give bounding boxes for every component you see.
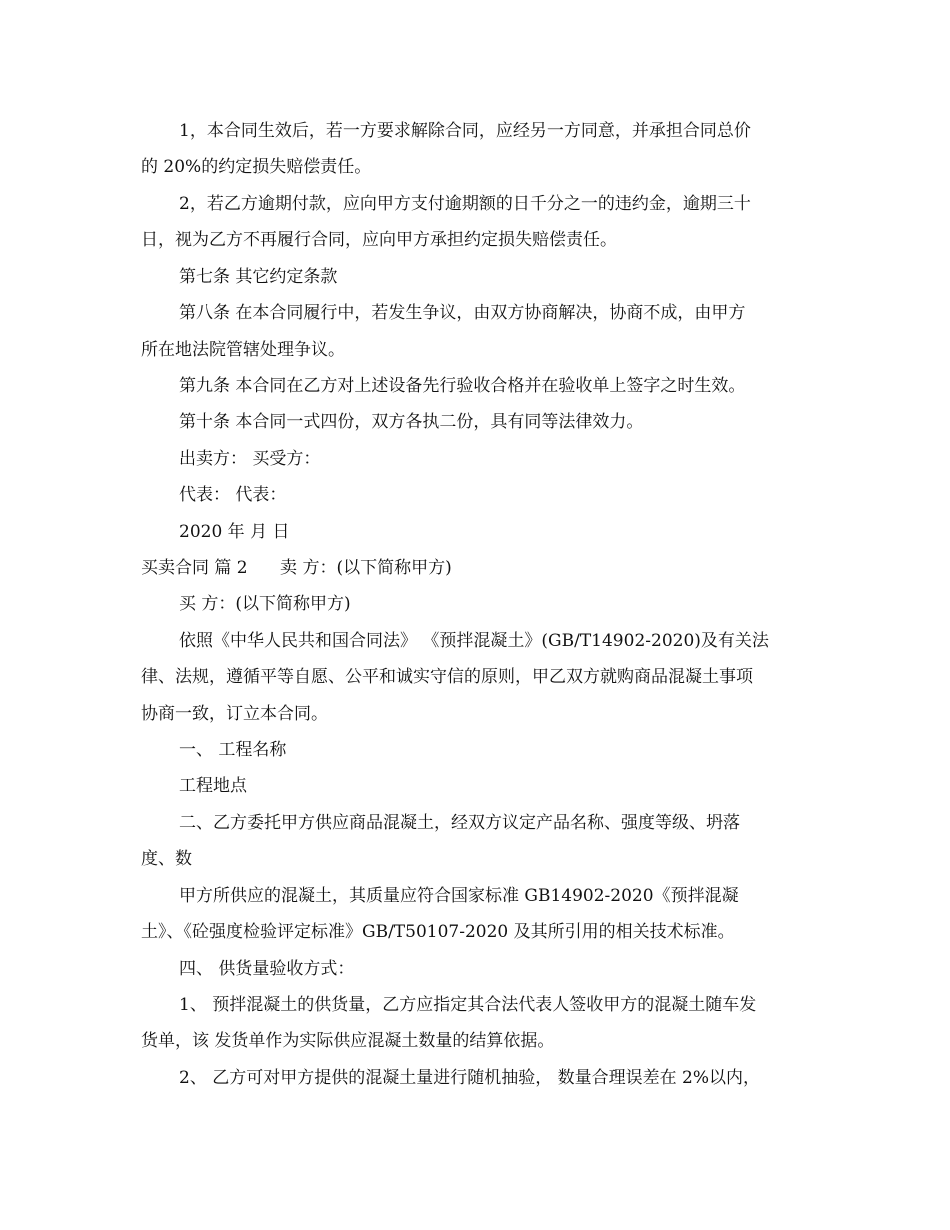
text-line: 二、乙方委托甲方供应商品混凝土，经双方议定产品名称、强度等级、坍落: [179, 813, 740, 833]
signature-date: 2020 年 月 日: [179, 522, 290, 542]
text-line: 土》、《砼强度检验评定标准》GB/T50107-2020 及其所引用的相关技术标准。: [141, 922, 735, 942]
section-heading: 第七条 其它约定条款: [179, 267, 338, 287]
contract-title: 买卖合同 篇 2 卖 方：(以下简称甲方): [141, 558, 452, 578]
text-line: 日，视为乙方不再履行合同，应向甲方承担约定损失赔偿责任。: [141, 230, 617, 250]
signature-parties: 出卖方： 买受方：: [179, 449, 321, 469]
text-line: 货单，该 发货单作为实际供应混凝土数量的结算依据。: [141, 1031, 555, 1051]
text-line: 协商一致，订立本合同。: [141, 704, 328, 724]
text-line: 的 20%的约定损失赔偿责任。: [141, 157, 372, 177]
text-line: 1，本合同生效后，若一方要求解除合同，应经另一方同意，并承担合同总价: [179, 121, 751, 141]
text-line: 甲方所供应的混凝土，其质量应符合国家标准 GB14902-2020《预拌混凝: [179, 886, 739, 906]
text-line: 第八条 在本合同履行中，若发生争议，由双方协商解决，协商不成，由甲方: [179, 303, 746, 323]
text-line: 2，若乙方逾期付款，应向甲方支付逾期额的日千分之一的违约金，逾期三十: [179, 194, 751, 214]
text-line: 第十条 本合同一式四份，双方各执二份，具有同等法律效力。: [179, 412, 644, 432]
text-line: 所在地法院管辖处理争议。: [141, 340, 345, 360]
text-line: 2、 乙方可对甲方提供的混凝土量进行随机抽验， 数量合理误差在 2%以内，: [179, 1068, 760, 1088]
text-line: 买 方：(以下简称甲方): [179, 594, 351, 614]
section-heading: 一、 工程名称: [179, 740, 287, 760]
text-line: 第九条 本合同在乙方对上述设备先行验收合格并在验收单上签字之时生效。: [179, 376, 746, 396]
signature-representatives: 代表： 代表：: [179, 485, 287, 505]
text-line: 律、法规，遵循平等自愿、公平和诚实守信的原则，甲乙双方就购商品混凝土事项: [141, 667, 753, 687]
text-line: 工程地点: [179, 776, 247, 796]
text-line: 依照《中华人民共和国合同法》 《预拌混凝土》(GB/T14902-2020)及有关法: [179, 631, 769, 651]
text-line: 1、 预拌混凝土的供货量，乙方应指定其合法代表人签收甲方的混凝土随车发: [179, 995, 757, 1015]
text-line: 度、数: [141, 849, 192, 869]
section-heading: 四、 供货量验收方式：: [179, 959, 355, 979]
